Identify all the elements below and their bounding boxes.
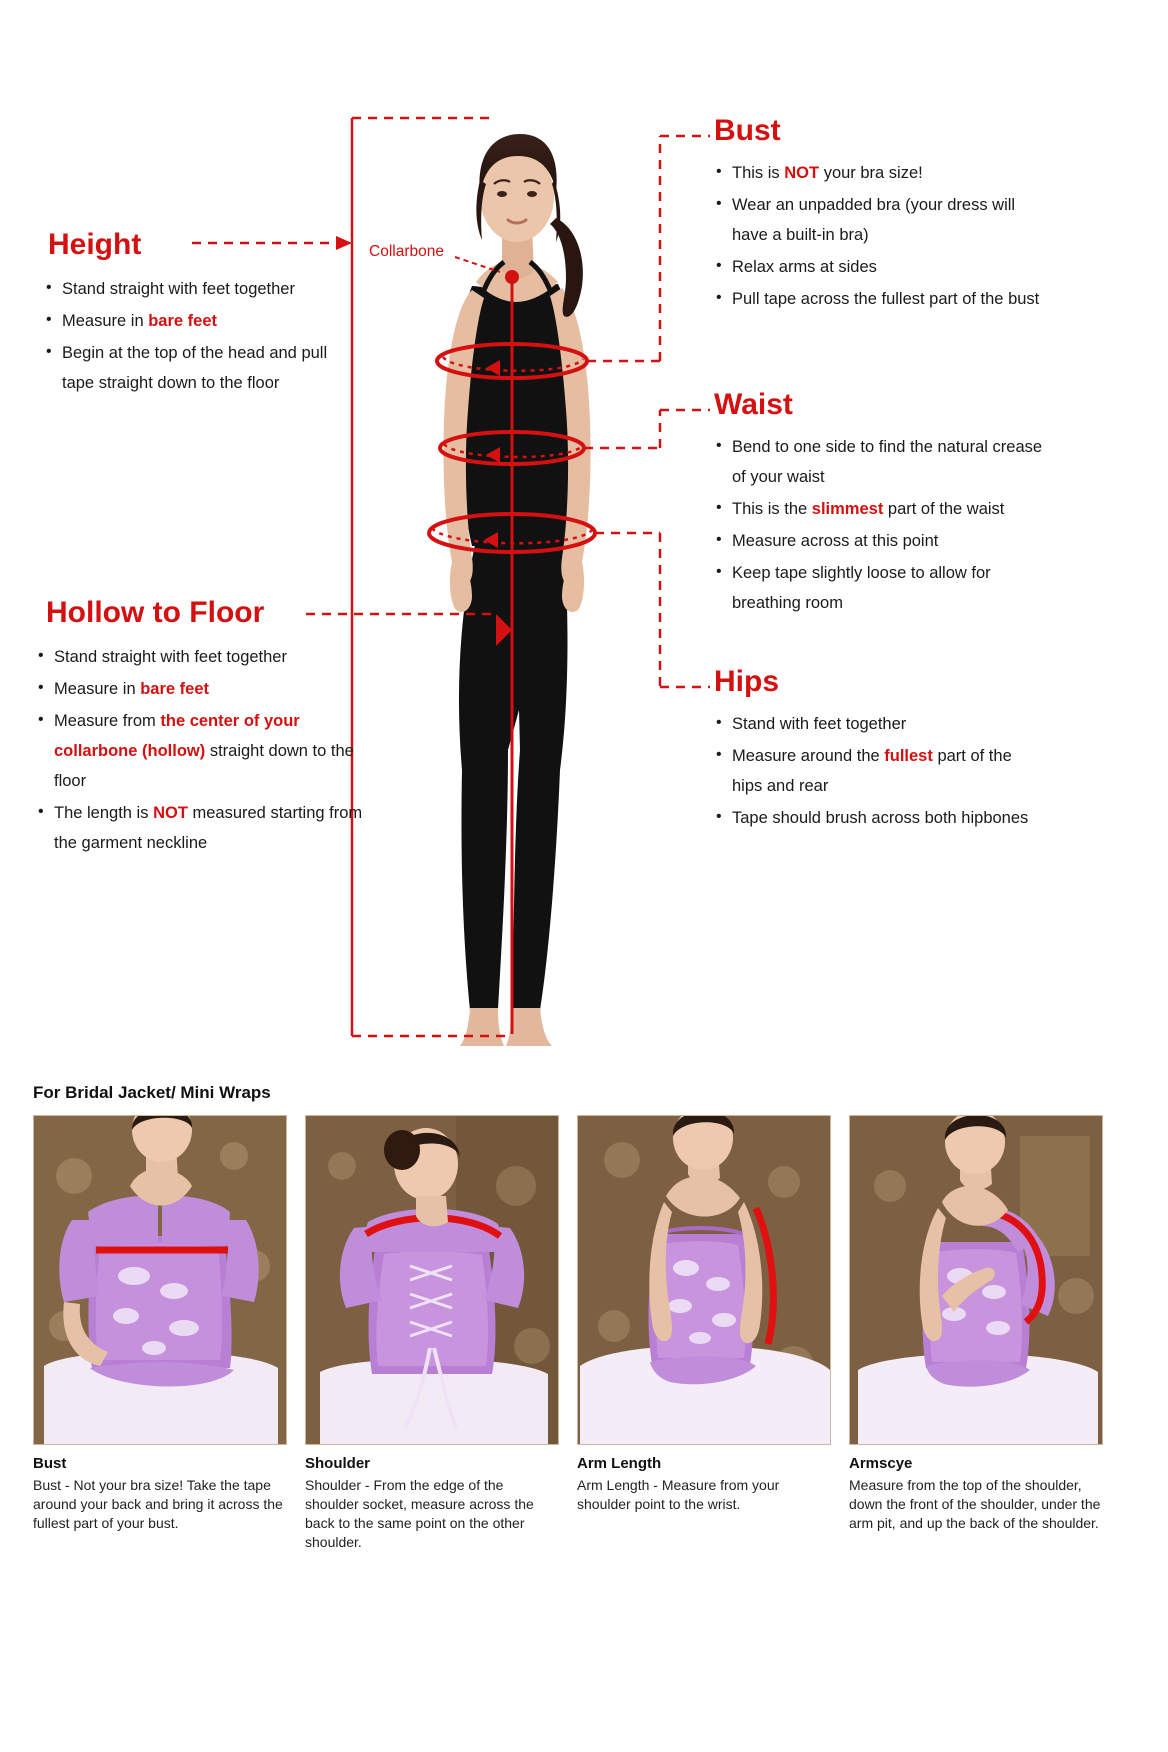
height-bullets [44, 274, 354, 398]
card-bust-photo [33, 1115, 287, 1445]
card-shoulder [305, 1115, 559, 1552]
bridal-jacket-section [0, 1075, 1168, 1752]
card-arm-length-text: Arm Length - Measure from your shoulder point to the wrist. [577, 1477, 780, 1512]
photo-arm-length-illustration [578, 1116, 831, 1445]
list-item: • Pull tape across the fullest part of the bust [714, 284, 1044, 314]
card-bust [33, 1115, 287, 1552]
hips-bullets [714, 709, 1044, 833]
height-title: Height [48, 228, 142, 261]
section-hips [714, 665, 1044, 835]
card-arm-length [577, 1115, 831, 1552]
card-armscye-photo [849, 1115, 1103, 1445]
measurement-cards [33, 1115, 1138, 1552]
list-item: • Relax arms at sides [714, 252, 1044, 282]
card-shoulder-text: Shoulder - From the edge of the shoulder socket, measure across the back to the same point on the other shoulder. [305, 1477, 534, 1550]
card-shoulder-title: Shoulder [305, 1455, 371, 1472]
list-item: • The length is NOT measured starting from the garment neckline [36, 798, 366, 858]
list-item: • Tape should brush across both hipbones [714, 803, 1044, 833]
hips-title: Hips [714, 665, 780, 698]
section-height [44, 228, 354, 400]
photo-shoulder-illustration [306, 1116, 559, 1445]
photo-armscye-illustration [850, 1116, 1103, 1445]
list-item: • Stand straight with feet together [36, 642, 366, 672]
list-item: • Stand straight with feet together [44, 274, 354, 304]
card-shoulder-photo [305, 1115, 559, 1445]
list-item: • Measure across at this point [714, 526, 1054, 556]
list-item: • Measure in bare feet [36, 674, 366, 704]
card-arm-length-title: Arm Length [577, 1455, 662, 1472]
hollow-bullets [36, 642, 366, 858]
bust-title: Bust [714, 114, 781, 147]
bridal-section-title: For Bridal Jacket/ Mini Wraps [33, 1083, 271, 1102]
card-armscye [849, 1115, 1103, 1552]
section-hollow-to-floor [36, 596, 366, 860]
list-item: • Wear an unpadded bra (your dress will have a built-in bra) [714, 190, 1044, 250]
list-item: • Bend to one side to find the natural crease of your waist [714, 432, 1054, 492]
hollow-title: Hollow to Floor [46, 596, 265, 629]
list-item: • Stand with feet together [714, 709, 1044, 739]
list-item: • Measure from the center of your collarbone (hollow) straight down to the floor [36, 706, 366, 796]
list-item: • Measure in bare feet [44, 306, 354, 336]
bust-bullets [714, 158, 1044, 314]
list-item: • Measure around the fullest part of the hips and rear [714, 741, 1044, 801]
list-item: • Begin at the top of the head and pull tape straight down to the floor [44, 338, 354, 398]
waist-title: Waist [714, 388, 793, 421]
list-item: • This is NOT your bra size! [714, 158, 1044, 188]
card-armscye-text: Measure from the top of the shoulder, down the front of the shoulder, under the arm pit, and up the back of the shoulder. [849, 1477, 1101, 1531]
list-item: • Keep tape slightly loose to allow for breathing room [714, 558, 1054, 618]
card-bust-title: Bust [33, 1455, 67, 1472]
card-bust-text: Bust - Not your bra size! Take the tape around your back and bring it across the fullest part of your bust. [33, 1477, 283, 1531]
list-item: • This is the slimmest part of the waist [714, 494, 1054, 524]
card-armscye-title: Armscye [849, 1455, 913, 1472]
section-waist [714, 388, 1054, 620]
section-bust [714, 114, 1044, 316]
photo-bust-illustration [34, 1116, 287, 1445]
collarbone-label: Collarbone [369, 243, 444, 260]
waist-bullets [714, 432, 1054, 618]
card-arm-length-photo [577, 1115, 831, 1445]
